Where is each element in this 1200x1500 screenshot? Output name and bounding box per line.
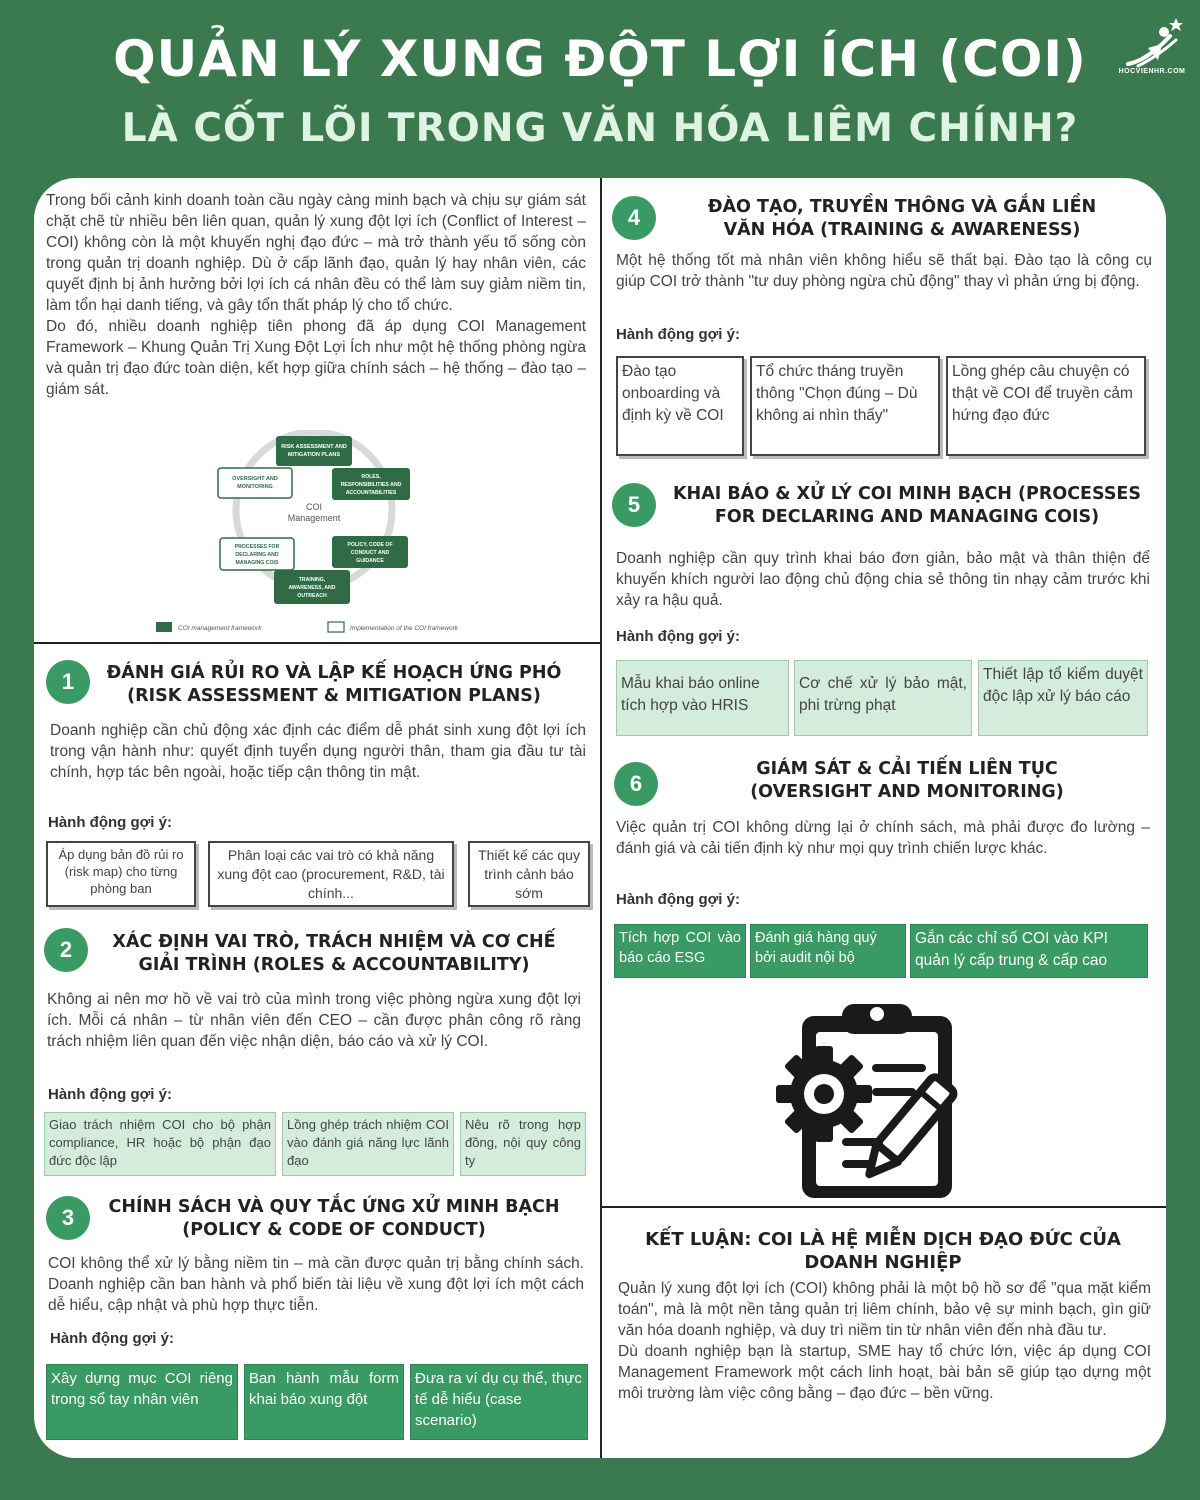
section-6-action-2: Đánh giá hàng quý bởi audit nội bộ bbox=[750, 924, 906, 978]
section-1-action-2: Phân loại các vai trò có khả năng xung đột cao (procurement, R&D, tài chính... bbox=[208, 841, 454, 907]
section-4-number: 4 bbox=[612, 196, 656, 240]
section-1-action-1: Áp dụng bản đồ rủi ro (risk map) cho từng phòng ban bbox=[46, 841, 196, 907]
section-2-action-label: Hành động gợi ý: bbox=[48, 1086, 172, 1103]
section-5-number: 5 bbox=[612, 483, 656, 527]
section-5-action-2: Cơ chế xử lý bảo mật, phi trừng phạt bbox=[794, 660, 972, 736]
section-5-body: Doanh nghiệp cần quy trình khai báo đơn giản, bảo mật và thân thiện để khuyến khích người lao động chủ động chia sẻ thông tin nhạy cảm trước khi xảy ra hậu quả. bbox=[616, 550, 1150, 609]
section-3-action-1: Xây dựng mục COI riêng trong sổ tay nhân viên bbox=[46, 1364, 238, 1440]
svg-text:OUTREACH: OUTREACH bbox=[297, 593, 327, 599]
hocvienhr-logo-icon bbox=[1118, 16, 1188, 76]
column-divider bbox=[600, 178, 602, 1458]
section-3-number: 3 bbox=[46, 1196, 90, 1240]
section-2-title: XÁC ĐỊNH VAI TRÒ, TRÁCH NHIỆM VÀ CƠ CHẾ GIẢI TRÌNH (ROLES & ACCOUNTABILITY) bbox=[112, 932, 556, 975]
right-divider bbox=[600, 1206, 1166, 1208]
figure-center-label-1: COI bbox=[305, 502, 323, 512]
intro-paragraph-1: Trong bối cảnh kinh doanh toàn cầu ngày càng minh bạch và chịu sự giám sát chặt chẽ từ nhiều bên liên quan, quản lý xung đột lợi ích (Conflict of Interest – COI) không còn là một khuyến nghị đạo đức – mà trở thành yếu tố sống còn trong quản trị doanh nghiệp. Dù ở cấp lãnh đạo, quản lý hay nhân viên, các quyết định bị ảnh hưởng bởi lợi ích cá nhân đều có thể làm suy giảm niềm tin, làm tổn hại danh tiếng, và gây tổn thất pháp lý cho tổ chức. bbox=[46, 192, 586, 314]
figure-node-training bbox=[274, 570, 350, 604]
figure-legend bbox=[156, 622, 459, 632]
svg-text:RESPONSIBILITIES AND: RESPONSIBILITIES AND bbox=[340, 482, 402, 488]
svg-text:MONITORING: MONITORING bbox=[237, 484, 273, 490]
svg-text:COI management framework: COI management framework bbox=[178, 625, 262, 632]
svg-text:POLICY, CODE OF: POLICY, CODE OF bbox=[347, 542, 393, 548]
section-6-action-label: Hành động gợi ý: bbox=[616, 891, 740, 908]
section-2-action-3: Nêu rõ trong hợp đồng, nội quy công ty bbox=[460, 1112, 586, 1176]
conclusion-paragraph-1: Quản lý xung đột lợi ích (COI) không phải là một bộ hồ sơ để "qua mặt kiểm toán", mà là một nền tảng quản trị liêm chính, bảo vệ sự minh bạch, gìn giữ văn hóa doanh nghiệp, và duy trì niềm tin từ nhân viên đến nhà đầu tư. bbox=[618, 1280, 1151, 1339]
section-2-action-1: Giao trách nhiệm COI cho bộ phận compliance, HR hoặc bộ phận đạo đức độc lập bbox=[44, 1112, 276, 1176]
left-divider bbox=[34, 642, 600, 644]
conclusion-title: KẾT LUẬN: COI LÀ HỆ MIỄN DỊCH ĐẠO ĐỨC CỦA DOANH NGHIỆP bbox=[645, 1229, 1121, 1273]
section-2-action-2: Lồng ghép trách nhiệm COI vào đánh giá năng lực lãnh đạo bbox=[282, 1112, 454, 1176]
section-4-action-3: Lồng ghép câu chuyện có thật về COI để truyền cảm hứng đạo đức bbox=[946, 356, 1146, 456]
section-3-action-2: Ban hành mẫu form khai báo xung đột bbox=[244, 1364, 404, 1440]
svg-text:AWARENESS, AND: AWARENESS, AND bbox=[288, 585, 336, 591]
section-4-action-1: Đào tạo onboarding và định kỳ về COI bbox=[616, 356, 744, 456]
section-1-number: 1 bbox=[46, 660, 90, 704]
section-6-body: Việc quản trị COI không dừng lại ở chính sách, mà phải được đo lường – đánh giá và cải tiến định kỳ như mọi quy trình chiến lược khác. bbox=[616, 819, 1150, 857]
logo-text: HOCVIENHR.COM bbox=[1118, 68, 1186, 75]
section-3-action-3: Đưa ra ví dụ cụ thể, thực tế dễ hiểu (case scenario) bbox=[410, 1364, 588, 1440]
content-panel bbox=[34, 178, 1166, 1458]
svg-text:MANAGING COIS: MANAGING COIS bbox=[235, 560, 279, 566]
svg-text:ACCOUNTABILITIES: ACCOUNTABILITIES bbox=[345, 490, 397, 496]
section-5-action-label: Hành động gợi ý: bbox=[616, 628, 740, 645]
section-1-action-label: Hành động gợi ý: bbox=[48, 814, 172, 831]
svg-text:TRAINING,: TRAINING, bbox=[298, 577, 326, 583]
section-4-body: Một hệ thống tốt mà nhân viên không hiểu sẽ thất bại. Đào tạo là công cụ giúp COI trở thành "tư duy phòng ngừa chủ động" thay vì phản ứng bị động. bbox=[616, 252, 1152, 290]
clipboard-gear-pen-icon bbox=[772, 998, 982, 1204]
section-4-action-label: Hành động gợi ý: bbox=[616, 326, 740, 343]
page-title: QUẢN LÝ XUNG ĐỘT LỢI ÍCH (COI) bbox=[113, 30, 1087, 88]
svg-text:MITIGATION PLANS: MITIGATION PLANS bbox=[287, 452, 341, 458]
intro-paragraph-2: Do đó, nhiều doanh nghiệp tiên phong đã áp dụng COI Management Framework – Khung Quản Trị Xung Đột Lợi Ích như một hệ thống phòng ngừa và quản trị đạo đức toàn diện, kết hợp giữa chính sách – hệ thống – đào tạo – giám sát. bbox=[46, 318, 586, 398]
svg-text:RISK ASSESSMENT AND: RISK ASSESSMENT AND bbox=[281, 444, 347, 450]
svg-text:Implementation of the COI fram: Implementation of the COI framework bbox=[350, 625, 459, 632]
figure-node-risk bbox=[276, 436, 352, 466]
section-6-action-1: Tích hợp COI vào báo cáo ESG bbox=[614, 924, 746, 978]
svg-text:DECLARING AND: DECLARING AND bbox=[235, 552, 279, 558]
coi-framework-diagram bbox=[152, 430, 492, 640]
intro-text bbox=[46, 190, 586, 400]
figure-node-processes bbox=[220, 538, 294, 570]
conclusion-text bbox=[618, 1278, 1151, 1404]
section-2-body: Không ai nên mơ hồ về vai trò của mình trong việc phòng ngừa xung đột lợi ích. Mỗi cá nhân – từ nhân viên đến CEO – cần được phân công rõ ràng trách nhiệm liên quan đến việc nhận diện, báo cáo và xử lý COI. bbox=[47, 991, 581, 1050]
section-3-action-label: Hành động gợi ý: bbox=[50, 1330, 174, 1347]
page-subtitle: LÀ CỐT LÕI TRONG VĂN HÓA LIÊM CHÍNH? bbox=[121, 106, 1079, 151]
section-3-body: COI không thể xử lý bằng niềm tin – mà cần được quản trị bằng chính sách. Doanh nghiệp cần ban hành và phổ biến tài liệu về xung đột lợi ích một cách dễ hiểu, cập nhật và phù hợp thực tiễn. bbox=[48, 1255, 584, 1314]
section-5-action-1: Mẫu khai báo online tích hợp vào HRIS bbox=[616, 660, 789, 736]
figure-node-roles bbox=[332, 468, 410, 500]
section-6-title: GIÁM SÁT & CẢI TIẾN LIÊN TỤC (OVERSIGHT AND MONITORING) bbox=[750, 759, 1064, 802]
section-2-number: 2 bbox=[44, 928, 88, 972]
figure-node-oversight bbox=[218, 468, 292, 498]
figure-node-policy bbox=[332, 536, 408, 568]
section-4-action-2: Tổ chức tháng truyền thông "Chọn đúng – Dù không ai nhìn thấy" bbox=[750, 356, 940, 456]
section-1-title: ĐÁNH GIÁ RỦI RO VÀ LẬP KẾ HOẠCH ỨNG PHÓ (RISK ASSESSMENT & MITIGATION PLANS) bbox=[106, 663, 562, 706]
section-5-title: KHAI BÁO & XỬ LÝ COI MINH BẠCH (PROCESSES FOR DECLARING AND MANAGING COIS) bbox=[672, 484, 1141, 527]
section-6-action-3: Gắn các chỉ số COI vào KPI quản lý cấp trung & cấp cao bbox=[910, 924, 1148, 978]
figure-center-label-2: Management bbox=[287, 513, 341, 523]
svg-text:OVERSIGHT AND: OVERSIGHT AND bbox=[232, 476, 278, 482]
section-4-title: ĐÀO TẠO, TRUYỀN THÔNG VÀ GẮN LIỀN VĂN HÓA (TRAINING & AWARENESS) bbox=[707, 197, 1097, 240]
conclusion-paragraph-2: Dù doanh nghiệp bạn là startup, SME hay tổ chức lớn, việc áp dụng COI Management Framework một cách linh hoạt, bài bản sẽ giúp tạo dựng một môi trường làm việc công bằng – đạo đức – bền vững. bbox=[618, 1343, 1151, 1402]
section-1-action-3: Thiết kế các quy trình cảnh báo sớm bbox=[468, 841, 590, 907]
section-3-title: CHÍNH SÁCH VÀ QUY TẮC ỨNG XỬ MINH BẠCH (POLICY & CODE OF CONDUCT) bbox=[108, 1197, 560, 1240]
svg-text:PROCESSES FOR: PROCESSES FOR bbox=[234, 544, 280, 550]
svg-text:GUIDANCE: GUIDANCE bbox=[356, 558, 384, 564]
section-5-action-3: Thiết lập tổ kiểm duyệt độc lập xử lý báo cáo bbox=[978, 660, 1148, 736]
section-1-body: Doanh nghiệp cần chủ động xác định các điểm dễ phát sinh xung đột lợi ích trong vận hành như: quyết định tuyển dụng người thân, tham gia đầu tư tài chính, hợp tác bên ngoài, hoặc tiếp cận thông tin mật. bbox=[50, 722, 586, 781]
svg-text:CONDUCT AND: CONDUCT AND bbox=[350, 550, 390, 556]
section-6-number: 6 bbox=[614, 762, 658, 806]
svg-text:ROLES,: ROLES, bbox=[361, 474, 381, 480]
